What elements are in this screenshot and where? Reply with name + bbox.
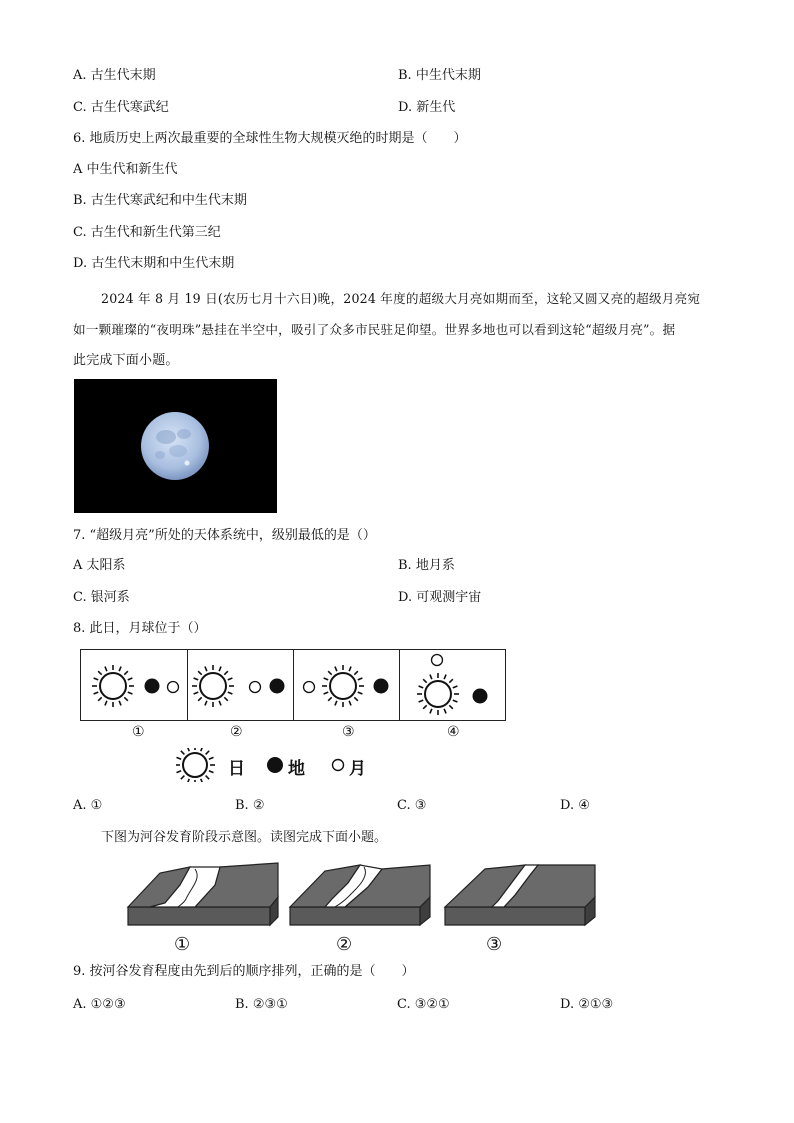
sun-ray bbox=[358, 692, 363, 694]
sun-ray bbox=[198, 697, 202, 701]
sun-ray bbox=[209, 771, 214, 773]
valley-label-3: ③ bbox=[486, 934, 503, 955]
q8-option-b[interactable]: B. ② bbox=[235, 798, 265, 813]
legend-earth-label: 地 bbox=[288, 759, 305, 779]
q5-option-b[interactable]: B. 中生代末期 bbox=[398, 68, 481, 83]
q6-option-d[interactable]: D. 古生代末期和中生代末期 bbox=[73, 256, 235, 271]
q5-option-a[interactable]: A. 古生代末期 bbox=[73, 68, 156, 83]
sun-ray bbox=[449, 705, 453, 709]
sun-ray bbox=[335, 701, 337, 706]
super-moon-photo bbox=[74, 379, 277, 513]
q7-option-b[interactable]: B. 地月系 bbox=[398, 558, 455, 573]
sun-ray bbox=[177, 757, 182, 759]
sun-ray bbox=[449, 679, 453, 683]
sun-ray bbox=[98, 671, 102, 675]
sun-ray bbox=[324, 678, 329, 680]
sun-ray bbox=[206, 751, 210, 755]
sun-ray bbox=[194, 678, 199, 680]
sun-ray bbox=[453, 700, 458, 702]
panel-label-3: ③ bbox=[342, 724, 355, 740]
full-moon-icon bbox=[74, 379, 277, 513]
sun-ray bbox=[219, 701, 221, 706]
sun-ray bbox=[128, 692, 133, 694]
moon-passage-line-1: 2024 年 8 月 19 日(农历七月十六日)晚，2024 年度的超级大月亮如期而至，这轮又圆又亮的超级月亮宛 bbox=[101, 291, 701, 306]
panel-2 bbox=[187, 649, 294, 721]
sun-ray bbox=[206, 776, 210, 780]
sun-ray bbox=[328, 697, 332, 701]
q8-stem: 8. 此日，月球位于（） bbox=[73, 621, 207, 636]
panel-3 bbox=[293, 649, 400, 721]
q7-option-a[interactable]: A 太阳系 bbox=[73, 558, 126, 573]
sun-ray bbox=[354, 671, 358, 675]
sun-ray bbox=[198, 671, 202, 675]
sun-ray bbox=[423, 705, 427, 709]
sun-earth-moon-arrangement-2 bbox=[188, 650, 293, 720]
q8-option-c[interactable]: C. ③ bbox=[397, 798, 427, 813]
sun-ray bbox=[453, 686, 458, 688]
q9-option-b[interactable]: B. ②③① bbox=[235, 997, 288, 1012]
moon-icon bbox=[250, 682, 261, 693]
sun-ray bbox=[349, 667, 351, 672]
sun-ray bbox=[201, 779, 203, 782]
sun-icon bbox=[417, 673, 459, 715]
moon-passage-line-2: 如一颗璀璨的“夜明珠”悬挂在半空中，吸引了众多市民驻足仰望。世界多地也可以看到这轮“超级月亮”。据 bbox=[73, 322, 676, 337]
moon-icon bbox=[304, 682, 315, 693]
sun-ray bbox=[205, 667, 207, 672]
sun-ray bbox=[128, 678, 133, 680]
sun-ray bbox=[94, 692, 99, 694]
valley-intro: 下图为河谷发育阶段示意图。读图完成下面小题。 bbox=[101, 830, 388, 845]
moon-icon bbox=[432, 655, 443, 666]
sun-ray bbox=[105, 701, 107, 706]
sun-ray bbox=[209, 757, 214, 759]
sun-ray bbox=[119, 667, 121, 672]
valley-block-1 bbox=[128, 863, 278, 925]
panel-1 bbox=[80, 649, 188, 721]
moon-passage-line-3: 此完成下面小题。 bbox=[73, 353, 179, 368]
sun-ray bbox=[124, 697, 128, 701]
sun-earth-moon-arrangement-4 bbox=[400, 650, 505, 720]
valley-block-3 bbox=[445, 865, 595, 925]
sun-ray bbox=[430, 675, 432, 680]
earth-icon bbox=[473, 689, 488, 704]
sun-ray bbox=[94, 678, 99, 680]
q9-option-c[interactable]: C. ③②① bbox=[397, 997, 450, 1012]
q9-option-a[interactable]: A. ①②③ bbox=[73, 997, 126, 1012]
earth-icon bbox=[145, 679, 160, 694]
sun-ray bbox=[349, 701, 351, 706]
sun-ray bbox=[187, 748, 189, 751]
q5-option-d[interactable]: D. 新生代 bbox=[398, 100, 456, 115]
sun-ray bbox=[177, 771, 182, 773]
q6-option-b[interactable]: B. 古生代寒武纪和中生代末期 bbox=[73, 193, 247, 208]
sun-earth-moon-arrangement-1 bbox=[81, 650, 187, 720]
sun-ray bbox=[219, 667, 221, 672]
sun-ray bbox=[224, 697, 228, 701]
sun-ray bbox=[119, 701, 121, 706]
sun-ray bbox=[181, 776, 185, 780]
q9-option-d[interactable]: D. ②①③ bbox=[560, 997, 614, 1012]
panel-label-2: ② bbox=[230, 724, 243, 740]
legend-sun-label: 日 bbox=[228, 759, 245, 779]
q8-option-a[interactable]: A. ① bbox=[73, 798, 103, 813]
legend-moon-label: 月 bbox=[349, 759, 366, 779]
sun-ray bbox=[187, 779, 189, 782]
sun-ray bbox=[124, 671, 128, 675]
panel-label-1: ① bbox=[132, 724, 145, 740]
river-valley-stages-diagram bbox=[120, 855, 600, 935]
moon-icon bbox=[168, 682, 179, 693]
q5-option-c[interactable]: C. 古生代寒武纪 bbox=[73, 100, 169, 115]
valley-label-1: ① bbox=[174, 934, 191, 955]
valley-label-2: ② bbox=[336, 934, 353, 955]
sun-icon bbox=[192, 665, 234, 707]
q6-option-c[interactable]: C. 古生代和新生代第三纪 bbox=[73, 225, 221, 240]
sun-ray bbox=[419, 686, 424, 688]
q7-option-c[interactable]: C. 银河系 bbox=[73, 590, 130, 605]
panel-4 bbox=[399, 649, 506, 721]
sun-ray bbox=[444, 675, 446, 680]
q6-option-a[interactable]: A 中生代和新生代 bbox=[73, 162, 178, 177]
sun-ray bbox=[201, 748, 203, 751]
sun-ray bbox=[358, 678, 363, 680]
sun-ray bbox=[228, 678, 233, 680]
sun-earth-moon-diagram bbox=[80, 649, 506, 721]
sun-ray bbox=[224, 671, 228, 675]
moon-passage bbox=[73, 283, 728, 376]
sun-ray bbox=[98, 697, 102, 701]
sun-ray bbox=[205, 701, 207, 706]
sun-earth-moon-arrangement-3 bbox=[294, 650, 399, 720]
sun-ray bbox=[194, 692, 199, 694]
q6-stem: 6. 地质历史上两次最重要的全球性生物大规模灭绝的时期是（ ） bbox=[73, 131, 467, 146]
legend-earth-icon bbox=[267, 757, 283, 773]
sun-ray bbox=[105, 667, 107, 672]
sun-icon bbox=[322, 665, 364, 707]
sun-ray bbox=[181, 751, 185, 755]
q8-option-d[interactable]: D. ④ bbox=[560, 798, 590, 813]
sun-ray bbox=[328, 671, 332, 675]
valley-block-2 bbox=[290, 865, 430, 925]
panel-label-4: ④ bbox=[447, 724, 460, 740]
q7-stem: 7. “超级月亮”所处的天体系统中，级别最低的是（） bbox=[73, 528, 376, 543]
q9-stem: 9. 按河谷发育程度由先到后的顺序排列，正确的是（ ） bbox=[73, 964, 415, 979]
legend-symbols bbox=[176, 748, 376, 782]
sun-ray bbox=[430, 709, 432, 714]
earth-icon bbox=[374, 679, 389, 694]
sun-ray bbox=[354, 697, 358, 701]
legend-moon-icon bbox=[333, 760, 344, 771]
sun-ray bbox=[419, 700, 424, 702]
sun-ray bbox=[324, 692, 329, 694]
sun-ray bbox=[335, 667, 337, 672]
sun-icon bbox=[92, 665, 134, 707]
sun-ray bbox=[444, 709, 446, 714]
earth-icon bbox=[270, 679, 285, 694]
q7-option-d[interactable]: D. 可观测宇宙 bbox=[398, 590, 482, 605]
legend-sun-icon bbox=[176, 748, 215, 782]
sun-ray bbox=[228, 692, 233, 694]
sun-ray bbox=[423, 679, 427, 683]
